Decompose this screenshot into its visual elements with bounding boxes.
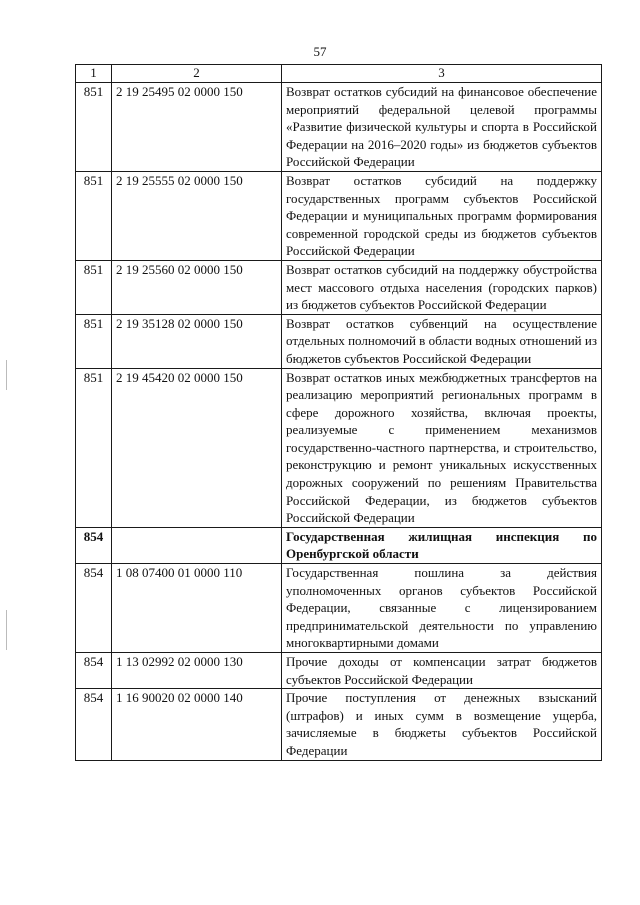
table-row — [76, 653, 602, 689]
description-cell: Возврат остатков иных межбюджетных трансфертов на реализацию мероприятий региональных программ в сфере дорожного хозяйства, включая проекты, реализуемые с применением механизмов государственно-частного партнерства, и строительство, реконструкцию и ремонт уникальных искусственных дорожных сооружений по решениям Правительства Российской Федерации, из бюджетов субъектов Российской Федерации — [282, 368, 602, 527]
budget-code-cell: 2 19 45420 02 0000 150 — [112, 368, 282, 527]
table-row — [76, 564, 602, 653]
description-cell: Возврат остатков субсидий на финансовое обеспечение мероприятий федеральной целевой программы «Развитие физической культуры и спорта в Российской Федерации на 2016–2020 годы» из бюджетов субъектов Российской Федерации — [282, 83, 602, 172]
table-row-section-heading — [76, 527, 602, 563]
scan-edge-mark — [6, 360, 7, 390]
table-row — [76, 171, 602, 260]
description-cell: Прочие поступления от денежных взысканий (штрафов) и иных сумм в возмещение ущерба, зачисляемые в бюджеты субъектов Российской Федерации — [282, 689, 602, 760]
admin-code-cell: 851 — [76, 368, 112, 527]
budget-code-cell: 1 16 90020 02 0000 140 — [112, 689, 282, 760]
budget-code-cell: 2 19 35128 02 0000 150 — [112, 314, 282, 368]
column-header-admin: 1 — [76, 65, 112, 83]
column-header-description: 3 — [282, 65, 602, 83]
description-cell: Возврат остатков субвенций на осуществление отдельных полномочий в области водных отношений из бюджетов субъектов Российской Федерации — [282, 314, 602, 368]
table-row — [76, 260, 602, 314]
table-row — [76, 314, 602, 368]
section-heading-cell: Государственная жилищная инспекция по Оренбургской области — [282, 527, 602, 563]
budget-code-cell: 1 13 02992 02 0000 130 — [112, 653, 282, 689]
budget-code-cell: 2 19 25560 02 0000 150 — [112, 260, 282, 314]
admin-code-cell: 851 — [76, 171, 112, 260]
admin-code-cell: 851 — [76, 83, 112, 172]
description-cell: Прочие доходы от компенсации затрат бюджетов субъектов Российской Федерации — [282, 653, 602, 689]
budget-code-cell: 2 19 25555 02 0000 150 — [112, 171, 282, 260]
description-cell: Возврат остатков субсидий на поддержку обустройства мест массового отдыха населения (городских парков) из бюджетов субъектов Российской Федерации — [282, 260, 602, 314]
admin-code-cell: 854 — [76, 653, 112, 689]
table-row — [76, 368, 602, 527]
admin-code-cell: 854 — [76, 689, 112, 760]
description-cell: Возврат остатков субсидий на поддержку государственных программ субъектов Российской Федерации и муниципальных программ формирования современной городской среды из бюджетов субъектов Российской Федерации — [282, 171, 602, 260]
budget-classification-table — [75, 64, 602, 761]
table-row — [76, 83, 602, 172]
table-header-row — [76, 65, 602, 83]
admin-code-cell: 851 — [76, 260, 112, 314]
budget-code-cell: 1 08 07400 01 0000 110 — [112, 564, 282, 653]
table-row — [76, 689, 602, 760]
budget-code-cell — [112, 527, 282, 563]
column-header-code: 2 — [112, 65, 282, 83]
admin-code-cell: 851 — [76, 314, 112, 368]
scan-edge-mark — [6, 610, 7, 650]
admin-code-cell: 854 — [76, 564, 112, 653]
description-cell: Государственная пошлина за действия уполномоченных органов субъектов Российской Федерации, связанные с лицензированием предпринимательской деятельности по управлению многоквартирными домами — [282, 564, 602, 653]
page-number: 57 — [313, 44, 327, 59]
budget-code-cell: 2 19 25495 02 0000 150 — [112, 83, 282, 172]
admin-code-cell: 854 — [76, 527, 112, 563]
